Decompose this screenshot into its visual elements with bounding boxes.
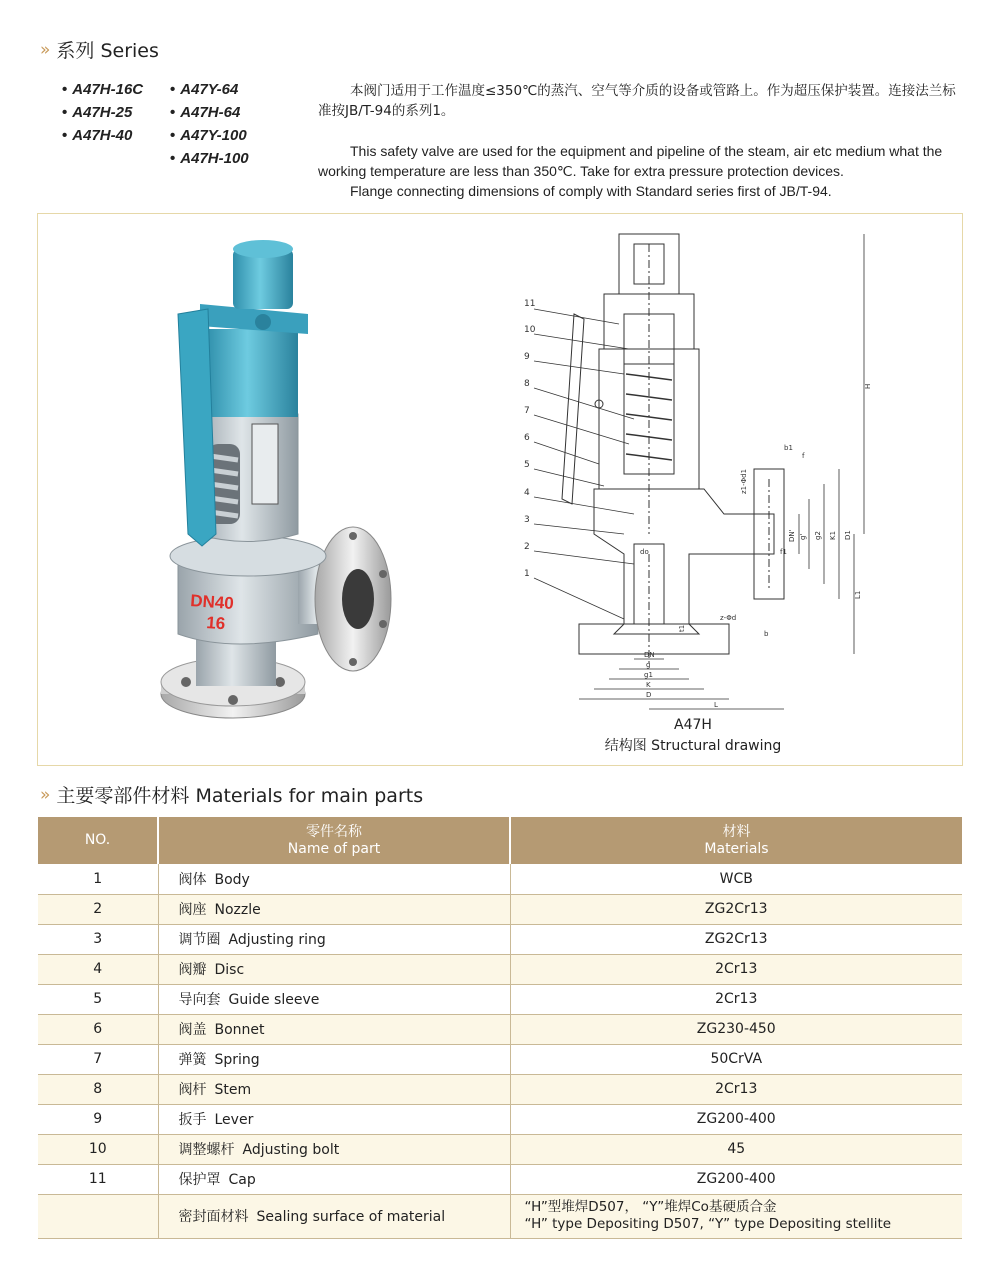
table-row: 1 阀体 Body WCB: [38, 864, 962, 894]
dim-label: z1-Φd1: [740, 468, 748, 494]
dim-label: K1: [829, 530, 837, 540]
series-item: • A47Y-100: [170, 127, 247, 144]
series-item: • A47H-16C: [62, 81, 144, 98]
table-row: 6 阀盖 Bonnet ZG230-450: [38, 1014, 962, 1044]
dim-label: L: [714, 701, 718, 709]
callout-label: 8: [524, 379, 530, 389]
series-item: • A47Y-64: [170, 81, 239, 98]
dim-label: D1: [844, 530, 852, 540]
series-item: • A47H-64: [170, 104, 241, 121]
callout-label: 11: [524, 299, 536, 309]
dim-label: do: [640, 548, 649, 556]
callout-label: 9: [524, 352, 530, 362]
series-item: • A47H-100: [170, 150, 249, 167]
callout-label: 5: [524, 460, 530, 470]
callout-label: 2: [524, 542, 530, 552]
callout-label: 6: [524, 433, 530, 443]
marking-dn: DN40: [189, 591, 235, 614]
callout-label: 10: [524, 325, 536, 335]
dim-label: g': [799, 533, 807, 540]
marking-pn: 16: [205, 613, 226, 634]
drawing-model: A47H: [674, 717, 712, 733]
table-row-sealing: 密封面材料 Sealing surface of material “H”型堆焊D507， “Y”堆焊Co基硬质合金 “H” type Depositing D507, “Y” type Depositing stellite: [38, 1194, 962, 1238]
figure-box: [37, 213, 963, 766]
dim-label: H: [864, 383, 872, 389]
table-row: 9 扳手 Lever ZG200-400: [38, 1104, 962, 1134]
drawing-caption: 结构图 Structural drawing: [604, 738, 782, 754]
callout-label: 4: [524, 488, 530, 498]
dim-label: g1: [644, 671, 653, 679]
table-row: 2 阀座 Nozzle ZG2Cr13: [38, 894, 962, 924]
dim-label: b: [764, 630, 769, 638]
header-name: 零件名称 Name of part: [158, 817, 510, 864]
structural-drawing: [484, 224, 924, 724]
table-row: 7 弹簧 Spring 50CrVA: [38, 1044, 962, 1074]
dim-label: D: [646, 691, 652, 699]
materials-title: 主要零部件材料 Materials for main parts: [56, 785, 424, 807]
series-section-title: [40, 36, 159, 63]
chevron-right-icon: »: [40, 39, 51, 60]
valve-photo: [148, 234, 508, 754]
callout-label: 7: [524, 406, 530, 416]
series-column-1: [62, 78, 143, 147]
dim-label: g: [646, 661, 651, 669]
dim-label: f1: [780, 548, 787, 556]
table-row: 10 调整螺杆 Adjusting bolt 45: [38, 1134, 962, 1164]
dim-label: f: [802, 452, 805, 460]
table-row: 5 导向套 Guide sleeve 2Cr13: [38, 984, 962, 1014]
materials-table: [38, 817, 962, 1239]
header-no: NO.: [38, 817, 158, 864]
dim-label: z-Φd: [720, 614, 737, 622]
materials-section-title: [40, 781, 423, 808]
series-column-2: [170, 78, 249, 170]
series-list: [62, 78, 282, 174]
description-en: This safety valve are used for the equipment and pipeline of the steam, air etc medium what the working temperature are less than 350℃. Take for extra pressure protection devices. Flange connecting dimensions of comply with Standard series first of JB/T-94.: [318, 143, 943, 199]
chevron-right-icon: »: [40, 784, 51, 805]
description-zh: 本阀门适用于工作温度≤350℃的蒸汽、空气等介质的设备或管路上。作为超压保护装置。连接法兰标准按JB/T-94的系列1。: [318, 83, 956, 119]
series-item: • A47H-40: [62, 127, 133, 144]
dim-label: t1: [678, 624, 686, 632]
dim-label: DN': [788, 529, 796, 542]
table-row: 3 调节圈 Adjusting ring ZG2Cr13: [38, 924, 962, 954]
callout-label: 1: [524, 569, 530, 579]
series-title: 系列 Series: [56, 40, 159, 62]
dim-label: K: [646, 681, 651, 689]
dim-label: DN: [644, 651, 655, 659]
table-row: 11 保护罩 Cap ZG200-400: [38, 1164, 962, 1194]
series-item: • A47H-25: [62, 104, 133, 121]
dim-label: L1: [854, 590, 862, 599]
table-row: 4 阀瓣 Disc 2Cr13: [38, 954, 962, 984]
dim-label: b1: [784, 444, 793, 452]
dim-label: g2: [814, 531, 822, 540]
header-materials: 材料 Materials: [510, 817, 962, 864]
table-header-row: [38, 817, 962, 864]
table-row: 8 阀杆 Stem 2Cr13: [38, 1074, 962, 1104]
callout-label: 3: [524, 515, 530, 525]
